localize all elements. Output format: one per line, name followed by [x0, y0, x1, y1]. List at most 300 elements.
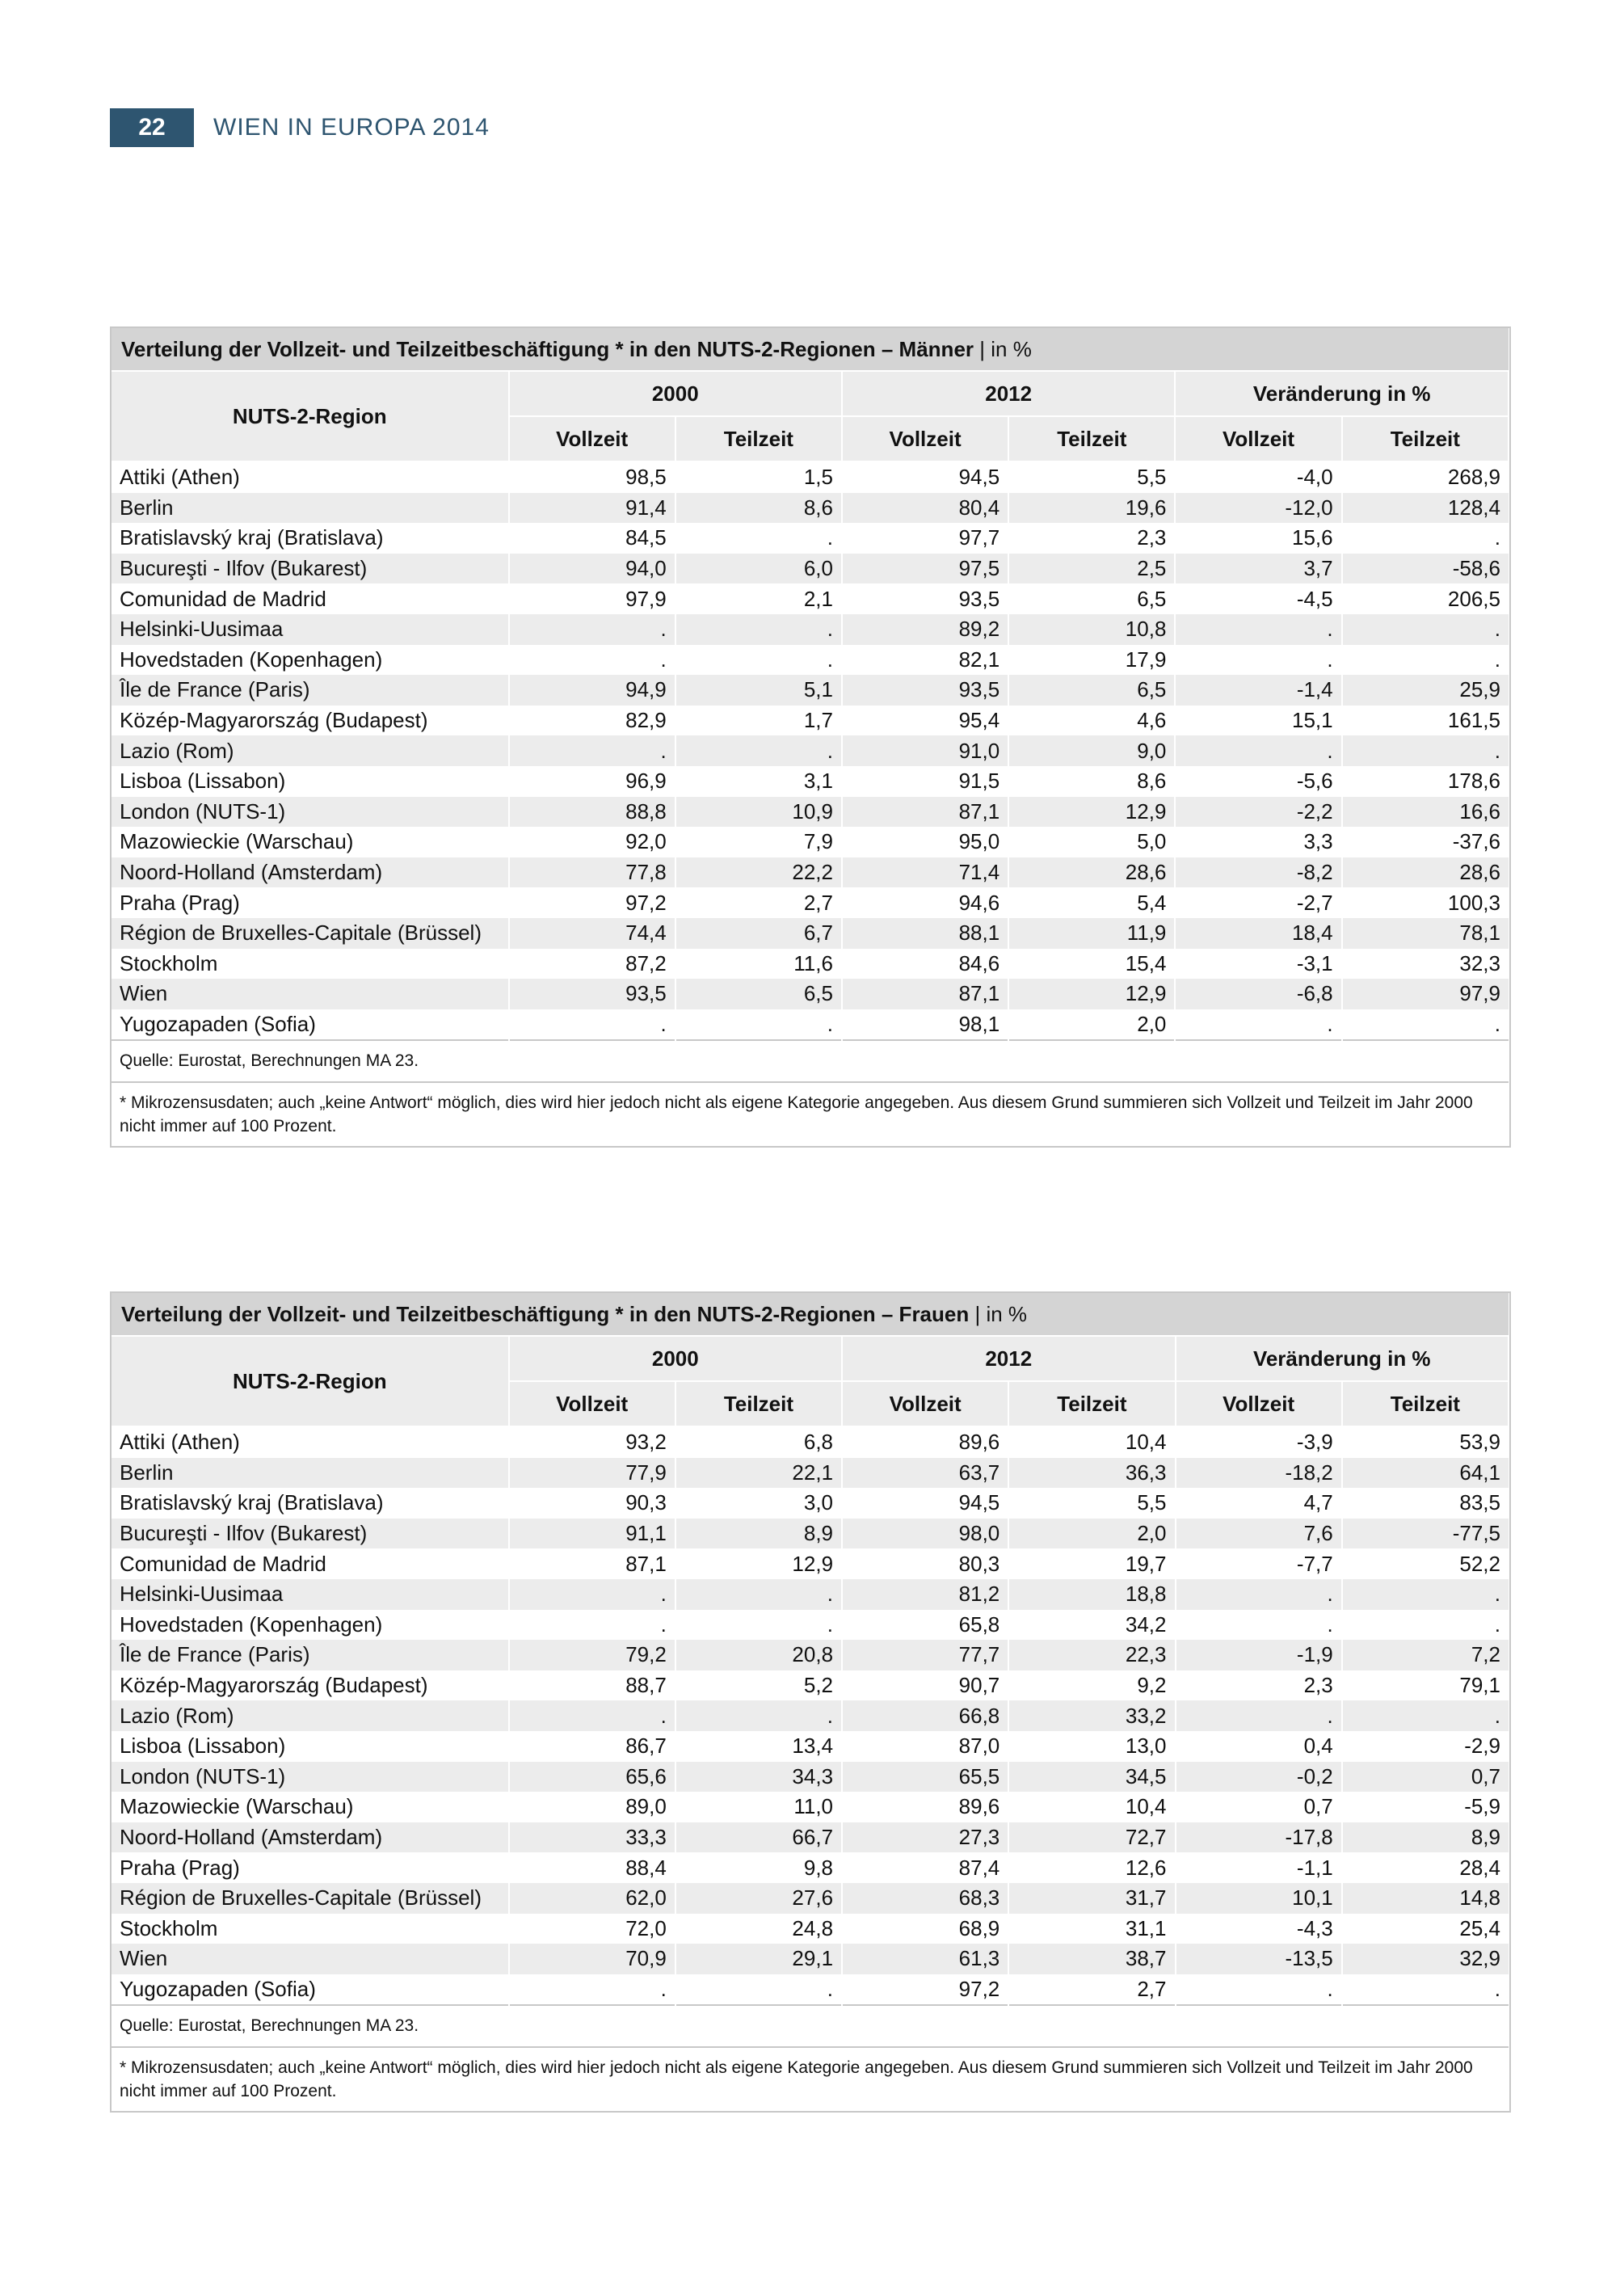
value-cell: 12,9 [675, 1548, 842, 1579]
value-cell: 10,1 [1176, 1883, 1342, 1914]
table-unit: | in % [974, 1301, 1028, 1326]
value-cell: . [509, 1700, 675, 1731]
region-name-cell: Bucureşti - Ilfov (Bukarest) [112, 1519, 509, 1549]
vollzeit-subheader: Vollzeit [509, 1381, 675, 1426]
value-cell: 22,2 [675, 857, 842, 888]
year-2012-header: 2012 [842, 371, 1175, 416]
value-cell: . [509, 1974, 675, 2006]
region-name-cell: Hovedstaden (Kopenhagen) [112, 1610, 509, 1641]
value-cell: 5,4 [1008, 887, 1175, 918]
value-cell: 88,1 [842, 918, 1008, 949]
table-row [112, 979, 1509, 1009]
value-cell: 31,7 [1008, 1883, 1175, 1914]
region-name-cell: Lazio (Rom) [112, 1700, 509, 1731]
value-cell: 8,6 [675, 493, 842, 524]
value-cell: 11,9 [1008, 918, 1175, 949]
value-cell: 16,6 [1342, 797, 1509, 828]
value-cell: 206,5 [1342, 583, 1509, 614]
value-cell: . [1342, 614, 1509, 645]
value-cell: 53,9 [1342, 1426, 1509, 1458]
table-row [112, 949, 1509, 979]
region-name-cell: London (NUTS-1) [112, 1762, 509, 1793]
value-cell: 33,2 [1008, 1700, 1175, 1731]
value-cell: -6,8 [1175, 979, 1341, 1009]
table-unit: | in % [979, 336, 1032, 361]
value-cell: . [675, 1974, 842, 2006]
value-cell: 22,1 [675, 1458, 842, 1489]
value-cell: 87,1 [842, 979, 1008, 1009]
value-cell: 3,3 [1175, 827, 1341, 857]
region-name-cell: Attiki (Athen) [112, 1426, 509, 1458]
value-cell: -3,1 [1175, 949, 1341, 979]
value-cell: 0,7 [1342, 1762, 1509, 1793]
page-number: 22 [110, 108, 194, 147]
table-row [112, 706, 1509, 736]
table-footnote: * Mikrozensusdaten; auch „keine Antwort“ möglich, dies wird hier jedoch nicht als eigene Kategorie angegeben. Aus diesem Grund summieren sich Vollzeit und Teilzeit im Jahr 2000 nicht immer auf 100 Prozent. [112, 2047, 1509, 2111]
value-cell: 9,8 [675, 1852, 842, 1883]
value-cell: . [675, 1700, 842, 1731]
value-cell: 97,9 [1342, 979, 1509, 1009]
value-cell: -2,2 [1175, 797, 1341, 828]
region-name-cell: Berlin [112, 1458, 509, 1489]
table-row [112, 827, 1509, 857]
value-cell: . [1175, 735, 1341, 766]
table-row [112, 1548, 1509, 1579]
value-cell: 62,0 [509, 1883, 675, 1914]
table-row [112, 1792, 1509, 1822]
value-cell: 63,7 [842, 1458, 1008, 1489]
value-cell: 97,9 [509, 583, 675, 614]
value-cell: . [1342, 1579, 1509, 1610]
value-cell: 2,0 [1008, 1009, 1175, 1041]
value-cell: 11,6 [675, 949, 842, 979]
value-cell: 74,4 [509, 918, 675, 949]
value-cell: 79,2 [509, 1640, 675, 1670]
teilzeit-subheader: Teilzeit [1342, 416, 1509, 461]
value-cell: 2,7 [675, 887, 842, 918]
region-name-cell: Bratislavský kraj (Bratislava) [112, 523, 509, 554]
value-cell: 65,5 [842, 1762, 1008, 1793]
region-name-cell: Noord-Holland (Amsterdam) [112, 1822, 509, 1853]
region-name-cell: Lazio (Rom) [112, 735, 509, 766]
value-cell: . [1176, 1974, 1342, 2006]
value-cell: 96,9 [509, 766, 675, 797]
value-cell: 90,7 [842, 1670, 1008, 1701]
value-cell: 98,0 [842, 1519, 1008, 1549]
value-cell: -58,6 [1342, 554, 1509, 584]
table-row [112, 554, 1509, 584]
value-cell: . [675, 523, 842, 554]
value-cell: 11,0 [675, 1792, 842, 1822]
value-cell: 12,9 [1008, 797, 1175, 828]
value-cell: 10,4 [1008, 1792, 1175, 1822]
value-cell: -5,6 [1175, 766, 1341, 797]
value-cell: 77,9 [509, 1458, 675, 1489]
value-cell: 70,9 [509, 1944, 675, 1974]
value-cell: 13,4 [675, 1731, 842, 1762]
value-cell: 12,9 [1008, 979, 1175, 1009]
value-cell: -1,1 [1176, 1852, 1342, 1883]
value-cell: 19,6 [1008, 493, 1175, 524]
value-cell: 91,4 [509, 493, 675, 524]
value-cell: 82,1 [842, 645, 1008, 676]
value-cell: 0,7 [1176, 1792, 1342, 1822]
value-cell: 86,7 [509, 1731, 675, 1762]
value-cell: 5,5 [1008, 461, 1175, 493]
value-cell: 64,1 [1342, 1458, 1509, 1489]
value-cell: 52,2 [1342, 1548, 1509, 1579]
value-cell: 84,6 [842, 949, 1008, 979]
value-cell: 7,2 [1342, 1640, 1509, 1670]
region-name-cell: Région de Bruxelles-Capitale (Brüssel) [112, 1883, 509, 1914]
value-cell: 66,7 [675, 1822, 842, 1853]
table-row [112, 1974, 1509, 2006]
table-title: Verteilung der Vollzeit- und Teilzeitbeschäftigung * in den NUTS-2-Regionen – Männer [121, 336, 974, 361]
value-cell: 93,5 [842, 675, 1008, 706]
region-name-cell: Comunidad de Madrid [112, 1548, 509, 1579]
value-cell: . [1342, 1610, 1509, 1641]
value-cell: 72,0 [509, 1914, 675, 1944]
value-cell: 8,6 [1008, 766, 1175, 797]
value-cell: -2,7 [1175, 887, 1341, 918]
value-cell: 6,8 [675, 1426, 842, 1458]
value-cell: 15,6 [1175, 523, 1341, 554]
value-cell: 17,9 [1008, 645, 1175, 676]
region-name-cell: Île de France (Paris) [112, 675, 509, 706]
value-cell: 87,2 [509, 949, 675, 979]
value-cell: 2,5 [1008, 554, 1175, 584]
value-cell: 178,6 [1342, 766, 1509, 797]
value-cell: 68,9 [842, 1914, 1008, 1944]
region-column-header: NUTS-2-Region [112, 371, 509, 461]
value-cell: 27,6 [675, 1883, 842, 1914]
region-name-cell: Bratislavský kraj (Bratislava) [112, 1488, 509, 1519]
value-cell: . [1342, 645, 1509, 676]
value-cell: 87,4 [842, 1852, 1008, 1883]
table-row [112, 493, 1509, 524]
value-cell: -5,9 [1342, 1792, 1509, 1822]
value-cell: 95,0 [842, 827, 1008, 857]
value-cell: . [675, 614, 842, 645]
teilzeit-subheader: Teilzeit [1008, 1381, 1175, 1426]
value-cell: 18,4 [1175, 918, 1341, 949]
value-cell: 15,1 [1175, 706, 1341, 736]
region-name-cell: Wien [112, 1944, 509, 1974]
value-cell: 78,1 [1342, 918, 1509, 949]
value-cell: 82,9 [509, 706, 675, 736]
region-name-cell: Stockholm [112, 949, 509, 979]
value-cell: . [675, 735, 842, 766]
teilzeit-subheader: Teilzeit [675, 416, 842, 461]
region-name-cell: Yugozapaden (Sofia) [112, 1009, 509, 1041]
value-cell: 2,3 [1176, 1670, 1342, 1701]
value-cell: . [509, 1610, 675, 1641]
value-cell: 77,8 [509, 857, 675, 888]
value-cell: 24,8 [675, 1914, 842, 1944]
table-row [112, 461, 1509, 493]
value-cell: . [1342, 1700, 1509, 1731]
value-cell: 6,0 [675, 554, 842, 584]
year-2000-header: 2000 [509, 1336, 842, 1381]
value-cell: 91,5 [842, 766, 1008, 797]
table-row [112, 1640, 1509, 1670]
region-name-cell: Lisboa (Lissabon) [112, 766, 509, 797]
value-cell: . [1176, 1610, 1342, 1641]
table-frauen [110, 1291, 1511, 2113]
value-cell: 6,7 [675, 918, 842, 949]
region-name-cell: London (NUTS-1) [112, 797, 509, 828]
region-name-cell: Bucureşti - Ilfov (Bukarest) [112, 554, 509, 584]
value-cell: 10,8 [1008, 614, 1175, 645]
value-cell: . [509, 645, 675, 676]
value-cell: 98,1 [842, 1009, 1008, 1041]
value-cell: -17,8 [1176, 1822, 1342, 1853]
table-row [112, 1731, 1509, 1762]
value-cell: 88,7 [509, 1670, 675, 1701]
value-cell: 97,2 [842, 1974, 1008, 2006]
value-cell: 34,2 [1008, 1610, 1175, 1641]
table-row [112, 614, 1509, 645]
value-cell: 100,3 [1342, 887, 1509, 918]
value-cell: 9,0 [1008, 735, 1175, 766]
value-cell: . [509, 614, 675, 645]
page-title: WIEN IN EUROPA 2014 [213, 114, 490, 141]
value-cell: . [509, 1579, 675, 1610]
region-name-cell: Lisboa (Lissabon) [112, 1731, 509, 1762]
table-maenner [110, 326, 1511, 1148]
vollzeit-subheader: Vollzeit [842, 1381, 1008, 1426]
value-cell: 7,9 [675, 827, 842, 857]
value-cell: . [1342, 735, 1509, 766]
region-name-cell: Wien [112, 979, 509, 1009]
value-cell: 90,3 [509, 1488, 675, 1519]
value-cell: 97,2 [509, 887, 675, 918]
page-header [110, 108, 490, 147]
value-cell: 65,6 [509, 1762, 675, 1793]
value-cell: 79,1 [1342, 1670, 1509, 1701]
value-cell: 66,8 [842, 1700, 1008, 1731]
value-cell: 28,6 [1342, 857, 1509, 888]
table-source: Quelle: Eurostat, Berechnungen MA 23. [112, 2005, 1509, 2047]
value-cell: -0,2 [1176, 1762, 1342, 1793]
value-cell: 93,2 [509, 1426, 675, 1458]
value-cell: 27,3 [842, 1822, 1008, 1853]
value-cell: 5,2 [675, 1670, 842, 1701]
value-cell: 38,7 [1008, 1944, 1175, 1974]
vollzeit-subheader: Vollzeit [1175, 416, 1341, 461]
value-cell: . [1175, 1009, 1341, 1041]
value-cell: . [1342, 523, 1509, 554]
value-cell: 32,3 [1342, 949, 1509, 979]
vollzeit-subheader: Vollzeit [1176, 1381, 1342, 1426]
table-row [112, 1009, 1509, 1041]
value-cell: -18,2 [1176, 1458, 1342, 1489]
value-cell: 91,1 [509, 1519, 675, 1549]
value-cell: 97,5 [842, 554, 1008, 584]
region-column-header: NUTS-2-Region [112, 1336, 509, 1426]
value-cell: -12,0 [1175, 493, 1341, 524]
table-row [112, 645, 1509, 676]
year-2000-header: 2000 [509, 371, 842, 416]
region-name-cell: Mazowieckie (Warschau) [112, 827, 509, 857]
value-cell: 31,1 [1008, 1914, 1175, 1944]
value-cell: 80,4 [842, 493, 1008, 524]
value-cell: -13,5 [1176, 1944, 1342, 1974]
region-name-cell: Berlin [112, 493, 509, 524]
value-cell: 19,7 [1008, 1548, 1175, 1579]
region-name-cell: Attiki (Athen) [112, 461, 509, 493]
value-cell: 88,4 [509, 1852, 675, 1883]
value-cell: 128,4 [1342, 493, 1509, 524]
table-row [112, 918, 1509, 949]
region-name-cell: Praha (Prag) [112, 887, 509, 918]
region-name-cell: Mazowieckie (Warschau) [112, 1792, 509, 1822]
value-cell: 88,8 [509, 797, 675, 828]
table-row [112, 1822, 1509, 1853]
value-cell: 3,1 [675, 766, 842, 797]
value-cell: 268,9 [1342, 461, 1509, 493]
data-table [112, 1293, 1509, 2111]
value-cell: 29,1 [675, 1944, 842, 1974]
value-cell: . [675, 1610, 842, 1641]
value-cell: 94,6 [842, 887, 1008, 918]
value-cell: 95,4 [842, 706, 1008, 736]
table-row [112, 1519, 1509, 1549]
region-name-cell: Helsinki-Uusimaa [112, 1579, 509, 1610]
region-name-cell: Noord-Holland (Amsterdam) [112, 857, 509, 888]
table-title: Verteilung der Vollzeit- und Teilzeitbeschäftigung * in den NUTS-2-Regionen – Frauen [121, 1301, 970, 1326]
table-row [112, 1579, 1509, 1610]
value-cell: 3,7 [1175, 554, 1341, 584]
value-cell: . [1175, 614, 1341, 645]
value-cell: 6,5 [1008, 675, 1175, 706]
region-name-cell: Yugozapaden (Sofia) [112, 1974, 509, 2006]
teilzeit-subheader: Teilzeit [1008, 416, 1175, 461]
value-cell: 61,3 [842, 1944, 1008, 1974]
value-cell: . [1176, 1579, 1342, 1610]
value-cell: 68,3 [842, 1883, 1008, 1914]
value-cell: 81,2 [842, 1579, 1008, 1610]
value-cell: -4,5 [1175, 583, 1341, 614]
value-cell: 89,6 [842, 1792, 1008, 1822]
value-cell: 89,0 [509, 1792, 675, 1822]
value-cell: -3,9 [1176, 1426, 1342, 1458]
table-row [112, 1944, 1509, 1974]
value-cell: 36,3 [1008, 1458, 1175, 1489]
value-cell: 25,9 [1342, 675, 1509, 706]
value-cell: . [1342, 1974, 1509, 2006]
value-cell: -1,9 [1176, 1640, 1342, 1670]
value-cell: 9,2 [1008, 1670, 1175, 1701]
value-cell: 10,4 [1008, 1426, 1175, 1458]
region-name-cell: Île de France (Paris) [112, 1640, 509, 1670]
table-row [112, 766, 1509, 797]
table-row [112, 1488, 1509, 1519]
value-cell: 94,0 [509, 554, 675, 584]
region-name-cell: Région de Bruxelles-Capitale (Brüssel) [112, 918, 509, 949]
value-cell: 1,7 [675, 706, 842, 736]
table-row [112, 1852, 1509, 1883]
region-name-cell: Praha (Prag) [112, 1852, 509, 1883]
value-cell: 94,9 [509, 675, 675, 706]
region-name-cell: Helsinki-Uusimaa [112, 614, 509, 645]
value-cell: . [675, 1579, 842, 1610]
value-cell: . [1176, 1700, 1342, 1731]
value-cell: -2,9 [1342, 1731, 1509, 1762]
value-cell: 2,0 [1008, 1519, 1175, 1549]
value-cell: 13,0 [1008, 1731, 1175, 1762]
value-cell: 161,5 [1342, 706, 1509, 736]
value-cell: 71,4 [842, 857, 1008, 888]
table-row [112, 1700, 1509, 1731]
value-cell: 1,5 [675, 461, 842, 493]
value-cell: -4,3 [1176, 1914, 1342, 1944]
value-cell: 10,9 [675, 797, 842, 828]
table-row [112, 1458, 1509, 1489]
table-row [112, 583, 1509, 614]
value-cell: 3,0 [675, 1488, 842, 1519]
table-row [112, 523, 1509, 554]
value-cell: 5,1 [675, 675, 842, 706]
value-cell: 87,1 [842, 797, 1008, 828]
value-cell: 8,9 [1342, 1822, 1509, 1853]
value-cell: . [1175, 645, 1341, 676]
value-cell: 6,5 [1008, 583, 1175, 614]
vollzeit-subheader: Vollzeit [842, 416, 1008, 461]
value-cell: 7,6 [1176, 1519, 1342, 1549]
value-cell: 93,5 [842, 583, 1008, 614]
value-cell: 34,5 [1008, 1762, 1175, 1793]
value-cell: 33,3 [509, 1822, 675, 1853]
change-header: Veränderung in % [1175, 371, 1509, 416]
value-cell: -37,6 [1342, 827, 1509, 857]
value-cell: 5,0 [1008, 827, 1175, 857]
value-cell: 8,9 [675, 1519, 842, 1549]
value-cell: 77,7 [842, 1640, 1008, 1670]
value-cell: . [675, 645, 842, 676]
table-row [112, 735, 1509, 766]
value-cell: 20,8 [675, 1640, 842, 1670]
value-cell: 84,5 [509, 523, 675, 554]
value-cell: 4,7 [1176, 1488, 1342, 1519]
value-cell: 2,1 [675, 583, 842, 614]
value-cell: 12,6 [1008, 1852, 1175, 1883]
value-cell: 4,6 [1008, 706, 1175, 736]
value-cell: -1,4 [1175, 675, 1341, 706]
value-cell: 2,3 [1008, 523, 1175, 554]
table-row [112, 675, 1509, 706]
value-cell: 94,5 [842, 461, 1008, 493]
value-cell: 14,8 [1342, 1883, 1509, 1914]
value-cell: . [509, 1009, 675, 1041]
value-cell: 28,6 [1008, 857, 1175, 888]
teilzeit-subheader: Teilzeit [1342, 1381, 1509, 1426]
value-cell: 28,4 [1342, 1852, 1509, 1883]
value-cell: 87,1 [509, 1548, 675, 1579]
value-cell: 98,5 [509, 461, 675, 493]
change-header: Veränderung in % [1176, 1336, 1509, 1381]
table-row [112, 1670, 1509, 1701]
value-cell: . [509, 735, 675, 766]
region-name-cell: Hovedstaden (Kopenhagen) [112, 645, 509, 676]
data-table [112, 328, 1509, 1146]
value-cell: 15,4 [1008, 949, 1175, 979]
vollzeit-subheader: Vollzeit [509, 416, 675, 461]
value-cell: 18,8 [1008, 1579, 1175, 1610]
year-2012-header: 2012 [842, 1336, 1175, 1381]
value-cell: 25,4 [1342, 1914, 1509, 1944]
value-cell: 32,9 [1342, 1944, 1509, 1974]
